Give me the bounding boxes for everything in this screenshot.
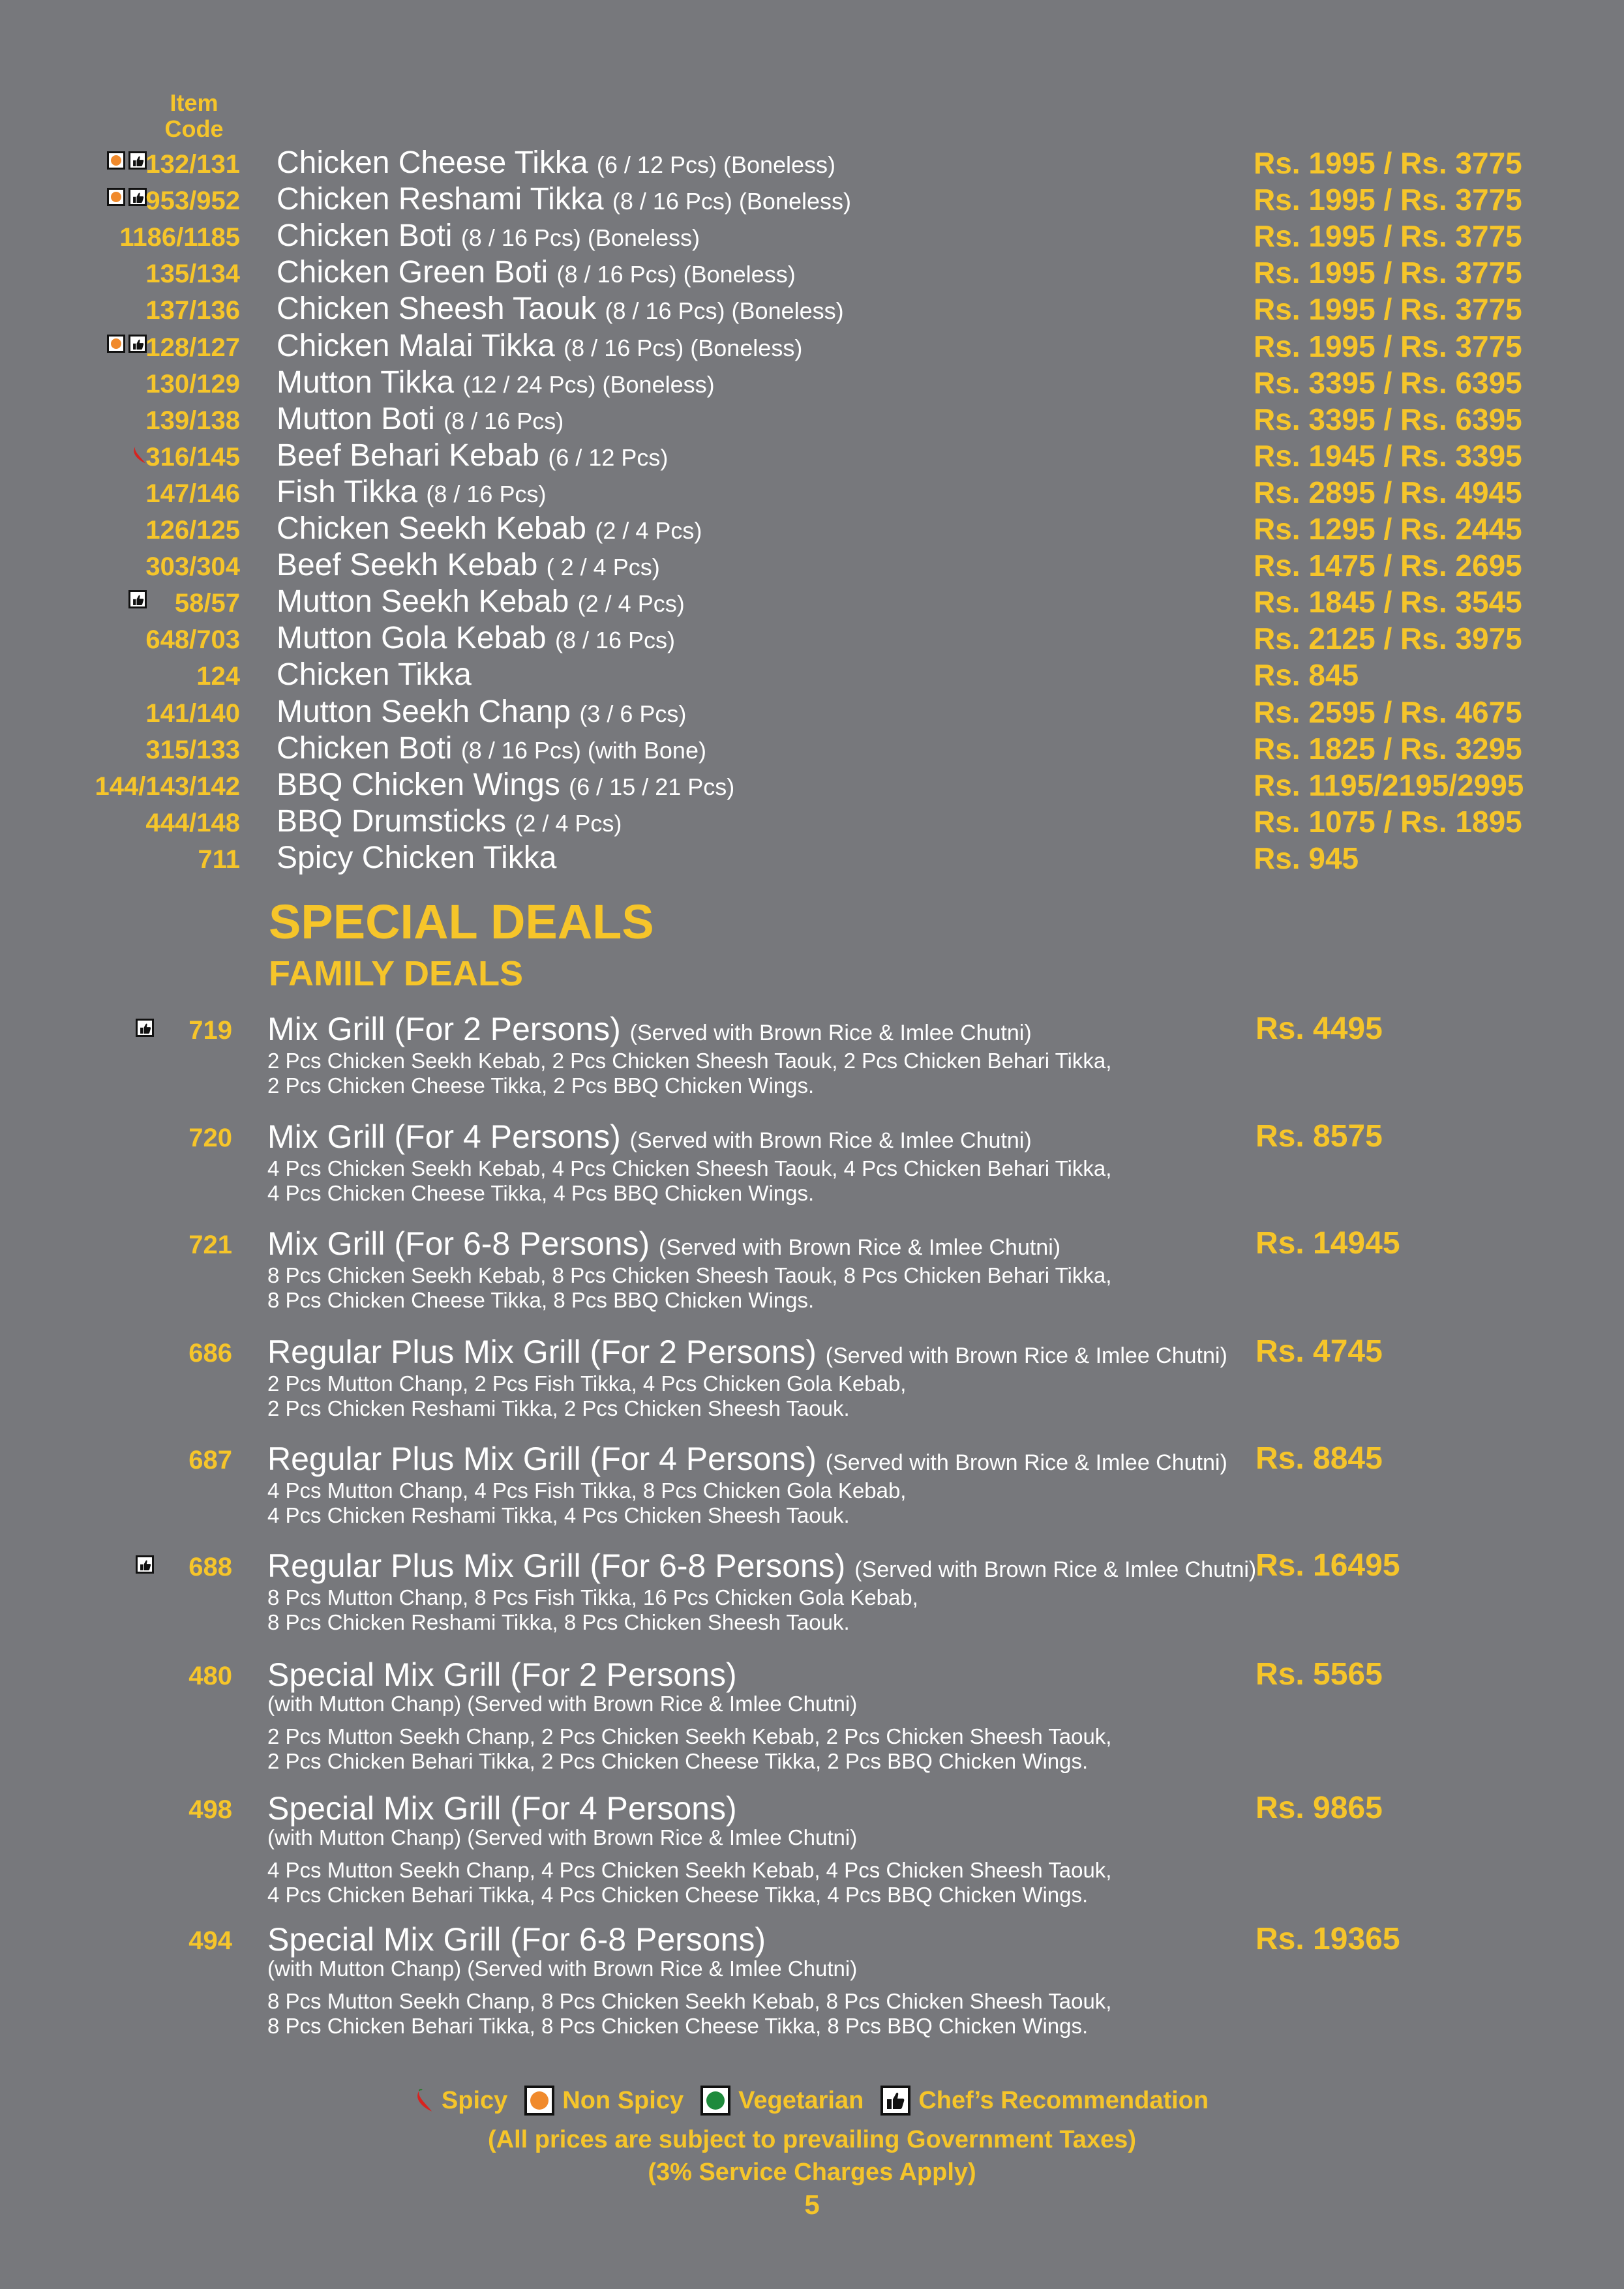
item-name (277, 438, 668, 476)
item-name-text: Chicken Malai Tikka (277, 329, 555, 363)
deal-name-text: Special Mix Grill (For 6-8 Persons) (267, 1921, 766, 1958)
non-spicy-icon (107, 188, 125, 206)
menu-item-row (0, 438, 1624, 474)
item-price: Rs. 1295 / Rs. 2445 (1254, 512, 1522, 546)
deal-icons (136, 1019, 154, 1040)
page-number: 5 (804, 2189, 820, 2220)
item-detail: (8 / 16 Pcs) (Boneless) (612, 188, 851, 215)
item-name (277, 584, 685, 622)
deal-code: 494 (188, 1926, 232, 1955)
deal-detail: (Served with Brown Rice & Imlee Chutni) (659, 1235, 1061, 1260)
deal-name (267, 1789, 737, 1828)
deal-detail: (Served with Brown Rice & Imlee Chutni) (629, 1021, 1032, 1045)
item-price: Rs. 1475 / Rs. 2695 (1254, 548, 1522, 582)
deal-contents-line: 2 Pcs Chicken Seekh Kebab, 2 Pcs Chicken Sheesh Taouk, 2 Pcs Chicken Behari Tikka, (267, 1049, 1112, 1073)
item-detail: (3 / 6 Pcs) (579, 700, 687, 727)
menu-item-row (0, 657, 1624, 693)
deal-name-text: Regular Plus Mix Grill (For 6-8 Persons) (267, 1548, 846, 1584)
deal-price: Rs. 8575 (1256, 1119, 1383, 1154)
item-name (277, 730, 706, 769)
deal-name (267, 1224, 1060, 1267)
deal-name (267, 1439, 1227, 1482)
item-name (277, 840, 557, 876)
menu-item-row (0, 218, 1624, 254)
item-code: 711 (198, 845, 240, 874)
chef-recommendation-icon (136, 1555, 154, 1574)
item-code: 648/703 (145, 625, 240, 654)
item-detail: (2 / 4 Pcs) (577, 590, 685, 617)
deal-detail: (Served with Brown Rice & Imlee Chutni) (825, 1450, 1227, 1475)
deal-detail: (Served with Brown Rice & Imlee Chutni) (854, 1557, 1257, 1582)
item-code: 130/129 (145, 370, 240, 398)
deal-contents-line: 4 Pcs Chicken Cheese Tikka, 4 Pcs BBQ Chicken Wings. (267, 1181, 815, 1205)
chef-recommendation-icon (136, 1019, 154, 1037)
item-detail: ( 2 / 4 Pcs) (546, 554, 660, 580)
menu-item-row (0, 291, 1624, 327)
item-detail: (8 / 16 Pcs) (426, 481, 547, 507)
item-price: Rs. 1995 / Rs. 3775 (1254, 219, 1522, 253)
item-name (277, 657, 472, 693)
deal-code: 719 (188, 1016, 232, 1045)
non-spicy-icon (107, 335, 125, 353)
chef-recommendation-icon (128, 151, 147, 170)
item-code: 315/133 (145, 736, 240, 764)
chili-icon (132, 444, 147, 465)
item-name (277, 474, 546, 513)
item-price: Rs. 2595 / Rs. 4675 (1254, 695, 1522, 729)
item-name-text: Mutton Boti (277, 402, 435, 436)
item-detail: (8 / 16 Pcs) (444, 408, 564, 434)
deal-code: 687 (188, 1446, 232, 1474)
deal-note: (with Mutton Chanp) (Served with Brown Rice & Imlee Chutni) (267, 1956, 858, 1981)
deal-contents-line: 4 Pcs Mutton Chanp, 4 Pcs Fish Tikka, 8 Pcs Chicken Gola Kebab, (267, 1478, 907, 1503)
item-name (277, 767, 734, 805)
deal-code: 498 (188, 1795, 232, 1824)
menu-item-row (0, 547, 1624, 584)
item-name (277, 181, 851, 220)
item-name-text: Mutton Tikka (277, 365, 455, 400)
legend-non-spicy (524, 2086, 684, 2116)
item-price: Rs. 1995 / Rs. 3775 (1254, 292, 1522, 326)
item-code: 132/131 (145, 150, 240, 179)
legend-chef-label: Chef’s Recommendation (918, 2086, 1209, 2114)
deal-contents-line: 4 Pcs Chicken Reshami Tikka, 4 Pcs Chicken Sheesh Taouk. (267, 1503, 850, 1527)
menu-item-row (0, 767, 1624, 803)
item-name-text: Mutton Gola Kebab (277, 621, 547, 655)
chef-recommendation-icon (880, 2086, 910, 2116)
item-price: Rs. 2125 / Rs. 3975 (1254, 621, 1522, 655)
menu-item-row (0, 840, 1624, 876)
legend-vegetarian-label: Vegetarian (738, 2086, 864, 2114)
deal-code: 686 (188, 1339, 232, 1368)
item-name-text: Fish Tikka (277, 475, 418, 509)
chili-icon (415, 2089, 434, 2112)
item-code: 124 (196, 662, 240, 691)
deal-name (267, 1920, 766, 1959)
item-name (277, 401, 564, 440)
item-price: Rs. 1845 / Rs. 3545 (1254, 585, 1522, 619)
item-detail: (8 / 16 Pcs) (with Bone) (460, 737, 706, 764)
item-detail: (8 / 16 Pcs) (Boneless) (605, 297, 844, 324)
item-price: Rs. 1995 / Rs. 3775 (1254, 146, 1522, 180)
non-spicy-icon (524, 2086, 554, 2116)
item-name (277, 328, 802, 367)
item-detail: (6 / 12 Pcs) (548, 444, 669, 471)
deal-icons (136, 1555, 154, 1577)
deal-price: Rs. 4495 (1256, 1011, 1383, 1046)
deal-price: Rs. 5565 (1256, 1657, 1383, 1692)
item-price: Rs. 1995 / Rs. 3775 (1254, 183, 1522, 217)
item-code: 58/57 (174, 589, 240, 618)
item-code: 144/143/142 (95, 772, 240, 801)
deal-contents-line: 4 Pcs Chicken Behari Tikka, 4 Pcs Chicken Cheese Tikka, 4 Pcs BBQ Chicken Wings. (267, 1883, 1089, 1907)
deal-contents-line: 2 Pcs Chicken Reshami Tikka, 2 Pcs Chicken Sheesh Taouk. (267, 1396, 850, 1420)
item-code: 444/148 (145, 809, 240, 837)
item-name-text: Chicken Sheesh Taouk (277, 292, 597, 326)
legend-non-spicy-label: Non Spicy (562, 2086, 684, 2114)
non-spicy-icon (107, 151, 125, 170)
deal-name-text: Mix Grill (For 4 Persons) (267, 1118, 621, 1155)
item-name-text: Chicken Cheese Tikka (277, 145, 588, 180)
deal-contents-line: 8 Pcs Chicken Reshami Tikka, 8 Pcs Chicken Sheesh Taouk. (267, 1610, 850, 1634)
deal-detail: (Served with Brown Rice & Imlee Chutni) (629, 1128, 1032, 1153)
item-code: 139/138 (145, 406, 240, 435)
item-price: Rs. 945 (1254, 841, 1359, 875)
item-detail: (2 / 4 Pcs) (595, 517, 702, 544)
deal-price: Rs. 8845 (1256, 1441, 1383, 1476)
item-detail: (8 / 16 Pcs) (Boneless) (460, 224, 700, 251)
deal-code: 480 (188, 1662, 232, 1690)
deal-contents-line: 2 Pcs Mutton Seekh Chanp, 2 Pcs Chicken Seekh Kebab, 2 Pcs Chicken Sheesh Taouk, (267, 1724, 1112, 1748)
legend-spicy-label: Spicy (441, 2086, 508, 2114)
item-name-text: Chicken Boti (277, 218, 453, 253)
deal-price: Rs. 14945 (1256, 1226, 1400, 1261)
deal-contents-line: 8 Pcs Chicken Cheese Tikka, 8 Pcs BBQ Chicken Wings. (267, 1288, 815, 1312)
deal-contents-line: 8 Pcs Mutton Seekh Chanp, 8 Pcs Chicken Seekh Kebab, 8 Pcs Chicken Sheesh Taouk, (267, 1989, 1112, 2013)
item-price: Rs. 3395 / Rs. 6395 (1254, 402, 1522, 436)
item-name-text: Chicken Reshami Tikka (277, 182, 604, 217)
menu-item-icons (107, 335, 147, 353)
item-name (277, 218, 700, 256)
item-detail: (8 / 16 Pcs) (Boneless) (556, 261, 796, 288)
item-name (277, 145, 835, 183)
deal-contents-line: 2 Pcs Mutton Chanp, 2 Pcs Fish Tikka, 4 Pcs Chicken Gola Kebab, (267, 1371, 907, 1396)
menu-item-icons (128, 590, 147, 608)
item-code: 953/952 (145, 187, 240, 215)
menu-item-row (0, 474, 1624, 511)
item-detail: (2 / 4 Pcs) (515, 810, 622, 837)
deal-code: 688 (188, 1553, 232, 1581)
legend-vegetarian (700, 2086, 864, 2116)
item-price: Rs. 1195/2195/2995 (1254, 768, 1524, 802)
item-name-text: Mutton Seekh Kebab (277, 584, 569, 619)
deal-name (267, 1546, 1256, 1589)
item-code: 128/127 (145, 333, 240, 362)
menu-item-icons (107, 151, 147, 170)
deal-contents-line: 2 Pcs Chicken Behari Tikka, 2 Pcs Chicken Cheese Tikka, 2 Pcs BBQ Chicken Wings. (267, 1749, 1089, 1773)
menu-item-row (0, 803, 1624, 840)
deal-note: (with Mutton Chanp) (Served with Brown Rice & Imlee Chutni) (267, 1692, 858, 1716)
family-deals-title: FAMILY DEALS (269, 954, 524, 993)
menu-item-row (0, 584, 1624, 620)
item-code: 141/140 (145, 699, 240, 728)
item-price: Rs. 1945 / Rs. 3395 (1254, 439, 1522, 473)
item-price: Rs. 1995 / Rs. 3775 (1254, 256, 1522, 290)
item-detail: (8 / 16 Pcs) (Boneless) (564, 335, 803, 361)
item-name-text: Chicken Seekh Kebab (277, 511, 586, 546)
item-name-text: Chicken Green Boti (277, 255, 549, 290)
menu-item-row (0, 365, 1624, 401)
item-name-text: Beef Seekh Kebab (277, 548, 538, 582)
item-code: 1186/1185 (119, 223, 240, 252)
deal-contents-line: 4 Pcs Mutton Seekh Chanp, 4 Pcs Chicken Seekh Kebab, 4 Pcs Chicken Sheesh Taouk, (267, 1858, 1112, 1882)
deal-contents-line: 8 Pcs Chicken Seekh Kebab, 8 Pcs Chicken Sheesh Taouk, 8 Pcs Chicken Behari Tikka, (267, 1263, 1112, 1287)
chef-recommendation-icon (128, 590, 147, 608)
deal-contents-line: 8 Pcs Mutton Chanp, 8 Pcs Fish Tikka, 16 Pcs Chicken Gola Kebab, (267, 1585, 918, 1609)
item-name-text: Chicken Tikka (277, 657, 472, 692)
item-detail: (12 / 24 Pcs) (Boneless) (462, 371, 715, 398)
item-code: 316/145 (145, 443, 240, 471)
chef-recommendation-icon (128, 188, 147, 206)
item-name (277, 291, 844, 329)
menu-item-icons (132, 444, 147, 465)
item-name (277, 803, 622, 842)
item-name (277, 511, 702, 549)
item-name-text: Mutton Seekh Chanp (277, 695, 571, 729)
item-code: 303/304 (145, 552, 240, 581)
taxes-note: (All prices are subject to prevailing Government Taxes) (488, 2126, 1136, 2153)
item-name (277, 365, 715, 403)
deal-contents-line: 4 Pcs Chicken Seekh Kebab, 4 Pcs Chicken Sheesh Taouk, 4 Pcs Chicken Behari Tikka, (267, 1156, 1112, 1180)
deal-contents-line: 2 Pcs Chicken Cheese Tikka, 2 Pcs BBQ Chicken Wings. (267, 1073, 815, 1098)
item-detail: (8 / 16 Pcs) (554, 627, 676, 653)
menu-item-row (0, 181, 1624, 218)
deal-price: Rs. 4745 (1256, 1334, 1383, 1369)
item-name-text: Chicken Boti (277, 731, 453, 766)
legend-chef (880, 2086, 1209, 2116)
item-name-text: Spicy Chicken Tikka (277, 841, 557, 875)
item-code: 126/125 (145, 516, 240, 545)
menu-item-row (0, 145, 1624, 181)
deal-name (267, 1332, 1227, 1375)
item-code: 135/134 (145, 260, 240, 288)
item-name (277, 694, 686, 732)
deal-price: Rs. 9865 (1256, 1791, 1383, 1825)
item-price: Rs. 1825 / Rs. 3295 (1254, 732, 1522, 766)
item-detail: (6 / 15 / 21 Pcs) (569, 773, 735, 800)
item-name (277, 547, 660, 586)
menu-item-row (0, 694, 1624, 730)
menu-item-row (0, 254, 1624, 291)
menu-item-row (0, 511, 1624, 547)
item-price: Rs. 1075 / Rs. 1895 (1254, 805, 1522, 839)
deal-name (267, 1010, 1032, 1053)
deal-name-text: Special Mix Grill (For 2 Persons) (267, 1656, 737, 1693)
vegetarian-icon (700, 2086, 730, 2116)
deal-name (267, 1117, 1032, 1160)
item-detail: (6 / 12 Pcs) (Boneless) (596, 151, 836, 178)
item-code: 137/136 (145, 296, 240, 325)
deal-contents-line: 8 Pcs Chicken Behari Tikka, 8 Pcs Chicken Cheese Tikka, 8 Pcs BBQ Chicken Wings. (267, 2014, 1089, 2038)
special-deals-title: SPECIAL DEALS (269, 895, 654, 949)
service-charge-note: (3% Service Charges Apply) (648, 2159, 976, 2186)
deal-name-text: Special Mix Grill (For 4 Persons) (267, 1790, 737, 1827)
menu-item-row (0, 328, 1624, 365)
item-price: Rs. 2895 / Rs. 4945 (1254, 475, 1522, 509)
item-code-header: Item Code (164, 89, 224, 142)
deal-detail: (Served with Brown Rice & Imlee Chutni) (825, 1343, 1227, 1368)
item-price: Rs. 3395 / Rs. 6395 (1254, 366, 1522, 400)
item-name-text: BBQ Chicken Wings (277, 768, 560, 802)
deal-name-text: Regular Plus Mix Grill (For 2 Persons) (267, 1334, 817, 1370)
deal-note: (with Mutton Chanp) (Served with Brown Rice & Imlee Chutni) (267, 1825, 858, 1849)
menu-item-row (0, 401, 1624, 438)
deal-code: 720 (188, 1124, 232, 1152)
deal-code: 721 (188, 1231, 232, 1259)
deal-price: Rs. 16495 (1256, 1548, 1400, 1583)
legend (0, 2086, 1624, 2116)
item-price: Rs. 1995 / Rs. 3775 (1254, 329, 1522, 363)
deal-name (267, 1655, 737, 1694)
legend-spicy (415, 2087, 507, 2115)
item-code: 147/146 (145, 479, 240, 508)
item-price: Rs. 845 (1254, 658, 1359, 692)
item-name (277, 620, 675, 659)
item-name-text: BBQ Drumsticks (277, 804, 507, 839)
deal-name-text: Mix Grill (For 2 Persons) (267, 1011, 621, 1047)
deal-name-text: Regular Plus Mix Grill (For 4 Persons) (267, 1441, 817, 1477)
chef-recommendation-icon (128, 335, 147, 353)
deal-price: Rs. 19365 (1256, 1922, 1400, 1956)
menu-item-row (0, 620, 1624, 657)
menu-item-icons (107, 188, 147, 206)
item-name-text: Beef Behari Kebab (277, 438, 539, 473)
menu-item-row (0, 730, 1624, 767)
deal-name-text: Mix Grill (For 6-8 Persons) (267, 1225, 650, 1262)
item-name (277, 254, 796, 293)
